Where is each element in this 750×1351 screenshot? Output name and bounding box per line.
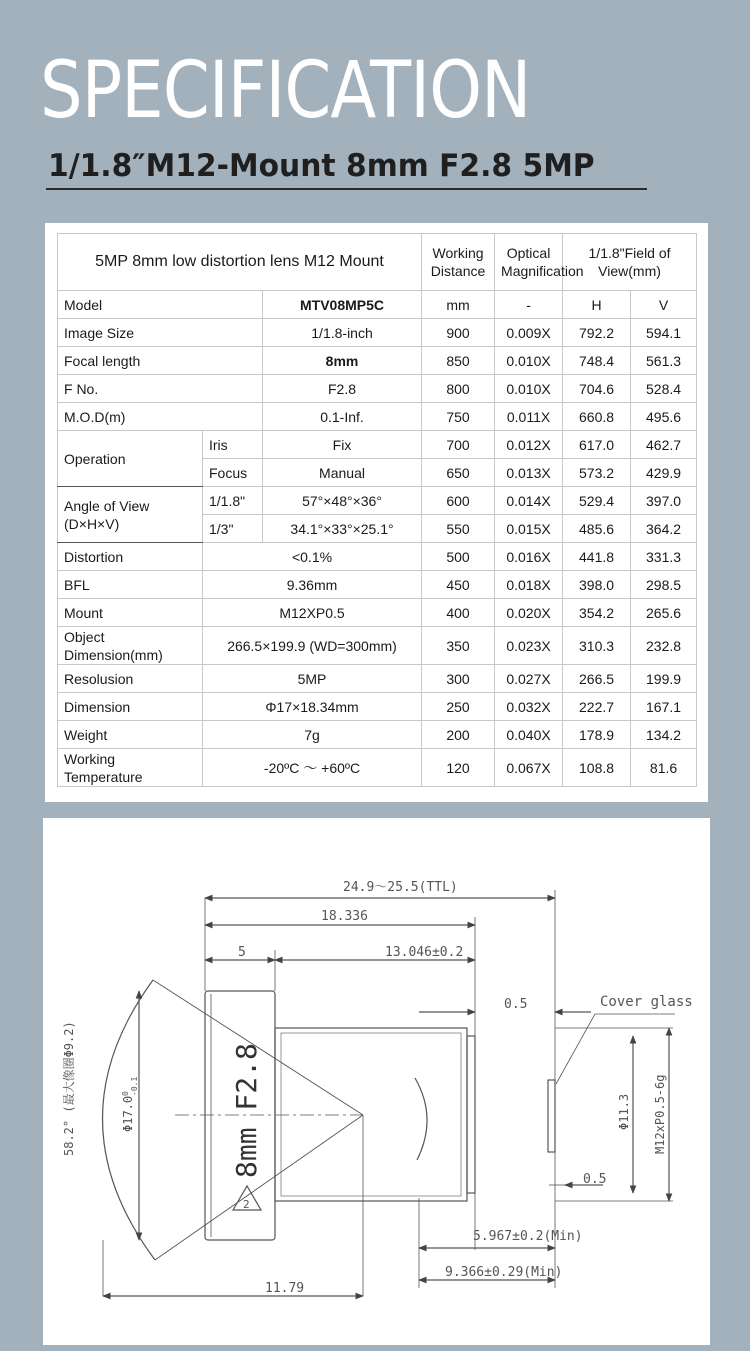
mag-cell: 0.012X <box>495 431 563 459</box>
fov-h-cell: 485.6 <box>563 515 631 543</box>
optical-magnification-header: Optical Magnification <box>495 234 563 291</box>
table-row <box>58 375 697 403</box>
fov-h-cell: 310.3 <box>563 627 631 665</box>
mag-cell: 0.032X <box>495 693 563 721</box>
mag-cell: 0.011X <box>495 403 563 431</box>
working-distance-header: Working Distance <box>422 234 495 291</box>
dim-5: 5 <box>238 945 246 960</box>
wd-cell: 350 <box>422 627 495 665</box>
wd-cell: 500 <box>422 543 495 571</box>
field-of-view-header: 1/1.8"Field of View(mm) <box>563 234 697 291</box>
row-label: M.O.D(m) <box>58 403 263 431</box>
table-row <box>58 403 697 431</box>
fov-h-cell: 398.0 <box>563 571 631 599</box>
row-label: Working Temperature <box>58 749 203 787</box>
row-label: F No. <box>58 375 263 403</box>
fov-h-cell: 529.4 <box>563 487 631 515</box>
table-row <box>58 693 697 721</box>
table-row <box>58 543 697 571</box>
mag-cell: 0.020X <box>495 599 563 627</box>
row-value: 1/1.8-inch <box>263 319 422 347</box>
wd-cell: 900 <box>422 319 495 347</box>
dimension-drawing-card <box>43 818 710 1345</box>
row-label: Resolusion <box>58 665 203 693</box>
row-sublabel: 1/1.8" <box>203 487 263 515</box>
fov-h-cell: 222.7 <box>563 693 631 721</box>
thread-spec-label: M12xP0.5-6g <box>653 1074 667 1154</box>
mag-cell: 0.014X <box>495 487 563 515</box>
barrel-marking: 8mm F2.8 <box>230 1043 263 1178</box>
dim-13046: 13.046±0.2 <box>385 945 464 960</box>
fov-v-cell: 594.1 <box>631 319 697 347</box>
rear-ring <box>467 1036 475 1193</box>
row-value: 266.5×199.9 (WD=300mm) <box>203 627 422 665</box>
fov-h-cell: 441.8 <box>563 543 631 571</box>
mag-cell: 0.010X <box>495 347 563 375</box>
row-value: Φ17×18.34mm <box>203 693 422 721</box>
row-value: Fix <box>263 431 422 459</box>
row-label: Operation <box>58 431 203 487</box>
wd-cell: 800 <box>422 375 495 403</box>
fov-h-cell: 108.8 <box>563 749 631 787</box>
mag-cell: 0.015X <box>495 515 563 543</box>
mag-cell: 0.010X <box>495 375 563 403</box>
specification-table <box>57 233 697 787</box>
dim-1179: 11.79 <box>265 1281 305 1296</box>
row-label: Focal length <box>58 347 263 375</box>
row-label: BFL <box>58 571 203 599</box>
dim-5967: 5.967±0.2(Min) <box>473 1229 583 1244</box>
mag-cell: 0.016X <box>495 543 563 571</box>
dim-gap-05: 0.5 <box>583 1172 607 1187</box>
dia-17-label: Φ17.0 <box>121 1095 135 1132</box>
wd-cell: 550 <box>422 515 495 543</box>
dim-9366: 9.366±0.29(Min) <box>445 1265 563 1280</box>
fov-v-cell: 528.4 <box>631 375 697 403</box>
wd-cell: 650 <box>422 459 495 487</box>
mag-cell: 0.067X <box>495 749 563 787</box>
rear-barrel <box>275 1028 467 1201</box>
fov-h-cell: 792.2 <box>563 319 631 347</box>
warning-mark-number: 2 <box>243 1198 250 1211</box>
row-label: Distortion <box>58 543 203 571</box>
row-value: Manual <box>263 459 422 487</box>
dim-ttl: 24.9～25.5(TTL) <box>343 880 458 895</box>
row-value: <0.1% <box>203 543 422 571</box>
row-label: Object Dimension(mm) <box>58 627 203 665</box>
dia-17-lower-tol: -0.1 <box>130 1076 139 1096</box>
dim-thread-gap: 0.5 <box>504 997 528 1012</box>
fov-h-cell: 660.8 <box>563 403 631 431</box>
mag-cell: 0.023X <box>495 627 563 665</box>
cover-glass <box>548 1080 555 1152</box>
fov-v-cell: 167.1 <box>631 693 697 721</box>
internal-lens-arc <box>415 1078 427 1160</box>
table-row <box>58 721 697 749</box>
row-value: 7g <box>203 721 422 749</box>
wd-cell: 600 <box>422 487 495 515</box>
product-heading: 5MP 8mm low distortion lens M12 Mount <box>58 234 422 291</box>
table-row <box>58 291 697 319</box>
product-subtitle: 1/1.8″M12-Mount 8mm F2.8 5MP <box>48 148 595 184</box>
row-value: 9.36mm <box>203 571 422 599</box>
row-value: 57°×48°×36° <box>263 487 422 515</box>
fov-v-cell: 495.6 <box>631 403 697 431</box>
row-value: 5MP <box>203 665 422 693</box>
wd-cell: 400 <box>422 599 495 627</box>
row-sublabel: Iris <box>203 431 263 459</box>
fov-h-cell: 573.2 <box>563 459 631 487</box>
specification-card <box>45 223 708 802</box>
wd-cell: 120 <box>422 749 495 787</box>
wd-cell: 850 <box>422 347 495 375</box>
fov-v-cell: 364.2 <box>631 515 697 543</box>
fov-v-header: V <box>631 291 697 319</box>
fov-v-cell: 462.7 <box>631 431 697 459</box>
row-value: -20ºC ～ +60ºC <box>203 749 422 787</box>
row-label: Mount <box>58 599 203 627</box>
fov-h-header: H <box>563 291 631 319</box>
fov-h-cell: 748.4 <box>563 347 631 375</box>
fov-h-cell: 354.2 <box>563 599 631 627</box>
fov-v-cell: 397.0 <box>631 487 697 515</box>
fov-v-cell: 429.9 <box>631 459 697 487</box>
fov-v-cell: 298.5 <box>631 571 697 599</box>
row-value: 8mm <box>263 347 422 375</box>
row-value: M12XP0.5 <box>203 599 422 627</box>
wd-cell: 700 <box>422 431 495 459</box>
row-label: Weight <box>58 721 203 749</box>
row-value: F2.8 <box>263 375 422 403</box>
table-row <box>58 347 697 375</box>
row-label: Dimension <box>58 693 203 721</box>
table-row <box>58 571 697 599</box>
row-label: Image Size <box>58 319 263 347</box>
fov-h-cell: 178.9 <box>563 721 631 749</box>
row-sublabel: Focus <box>203 459 263 487</box>
fov-h-cell: 266.5 <box>563 665 631 693</box>
table-row <box>58 599 697 627</box>
lens-dimension-drawing <box>43 818 710 1345</box>
mag-cell: 0.009X <box>495 319 563 347</box>
table-header-row <box>58 234 697 291</box>
view-angle-label: 58.2° (最大像圈Φ9.2) <box>62 1021 76 1156</box>
table-row <box>58 627 697 665</box>
row-value: 34.1°×33°×25.1° <box>263 515 422 543</box>
table-row <box>58 431 697 459</box>
fov-h-cell: 617.0 <box>563 431 631 459</box>
mag-cell: 0.040X <box>495 721 563 749</box>
fov-h-cell: 704.6 <box>563 375 631 403</box>
mag-cell: 0.018X <box>495 571 563 599</box>
page-title: SPECIFICATION <box>40 46 531 136</box>
row-value: 0.1-Inf. <box>263 403 422 431</box>
row-label: Model <box>58 291 263 319</box>
mag-cell: 0.013X <box>495 459 563 487</box>
row-label: Angle of View (D×H×V) <box>58 487 203 543</box>
table-row <box>58 487 697 515</box>
mag-cell: 0.027X <box>495 665 563 693</box>
fov-v-cell: 81.6 <box>631 749 697 787</box>
fov-v-cell: 331.3 <box>631 543 697 571</box>
fov-v-cell: 199.9 <box>631 665 697 693</box>
dia-11-label: Φ11.3 <box>617 1093 631 1130</box>
table-row <box>58 319 697 347</box>
fov-v-cell: 561.3 <box>631 347 697 375</box>
wd-cell: 450 <box>422 571 495 599</box>
fov-v-cell: 134.2 <box>631 721 697 749</box>
fov-v-cell: 232.8 <box>631 627 697 665</box>
cover-glass-label: Cover glass <box>600 994 693 1010</box>
wd-cell: 200 <box>422 721 495 749</box>
wd-cell: 300 <box>422 665 495 693</box>
subtitle-underline <box>46 188 647 190</box>
row-sublabel: 1/3" <box>203 515 263 543</box>
table-row <box>58 665 697 693</box>
mag-unit: - <box>495 291 563 319</box>
table-row <box>58 749 697 787</box>
dim-18336: 18.336 <box>321 909 368 924</box>
wd-cell: 250 <box>422 693 495 721</box>
wd-cell: 750 <box>422 403 495 431</box>
fov-v-cell: 265.6 <box>631 599 697 627</box>
model-value: MTV08MP5C <box>263 291 422 319</box>
wd-unit: mm <box>422 291 495 319</box>
dia-17-upper-tol: 0 <box>121 1091 130 1096</box>
